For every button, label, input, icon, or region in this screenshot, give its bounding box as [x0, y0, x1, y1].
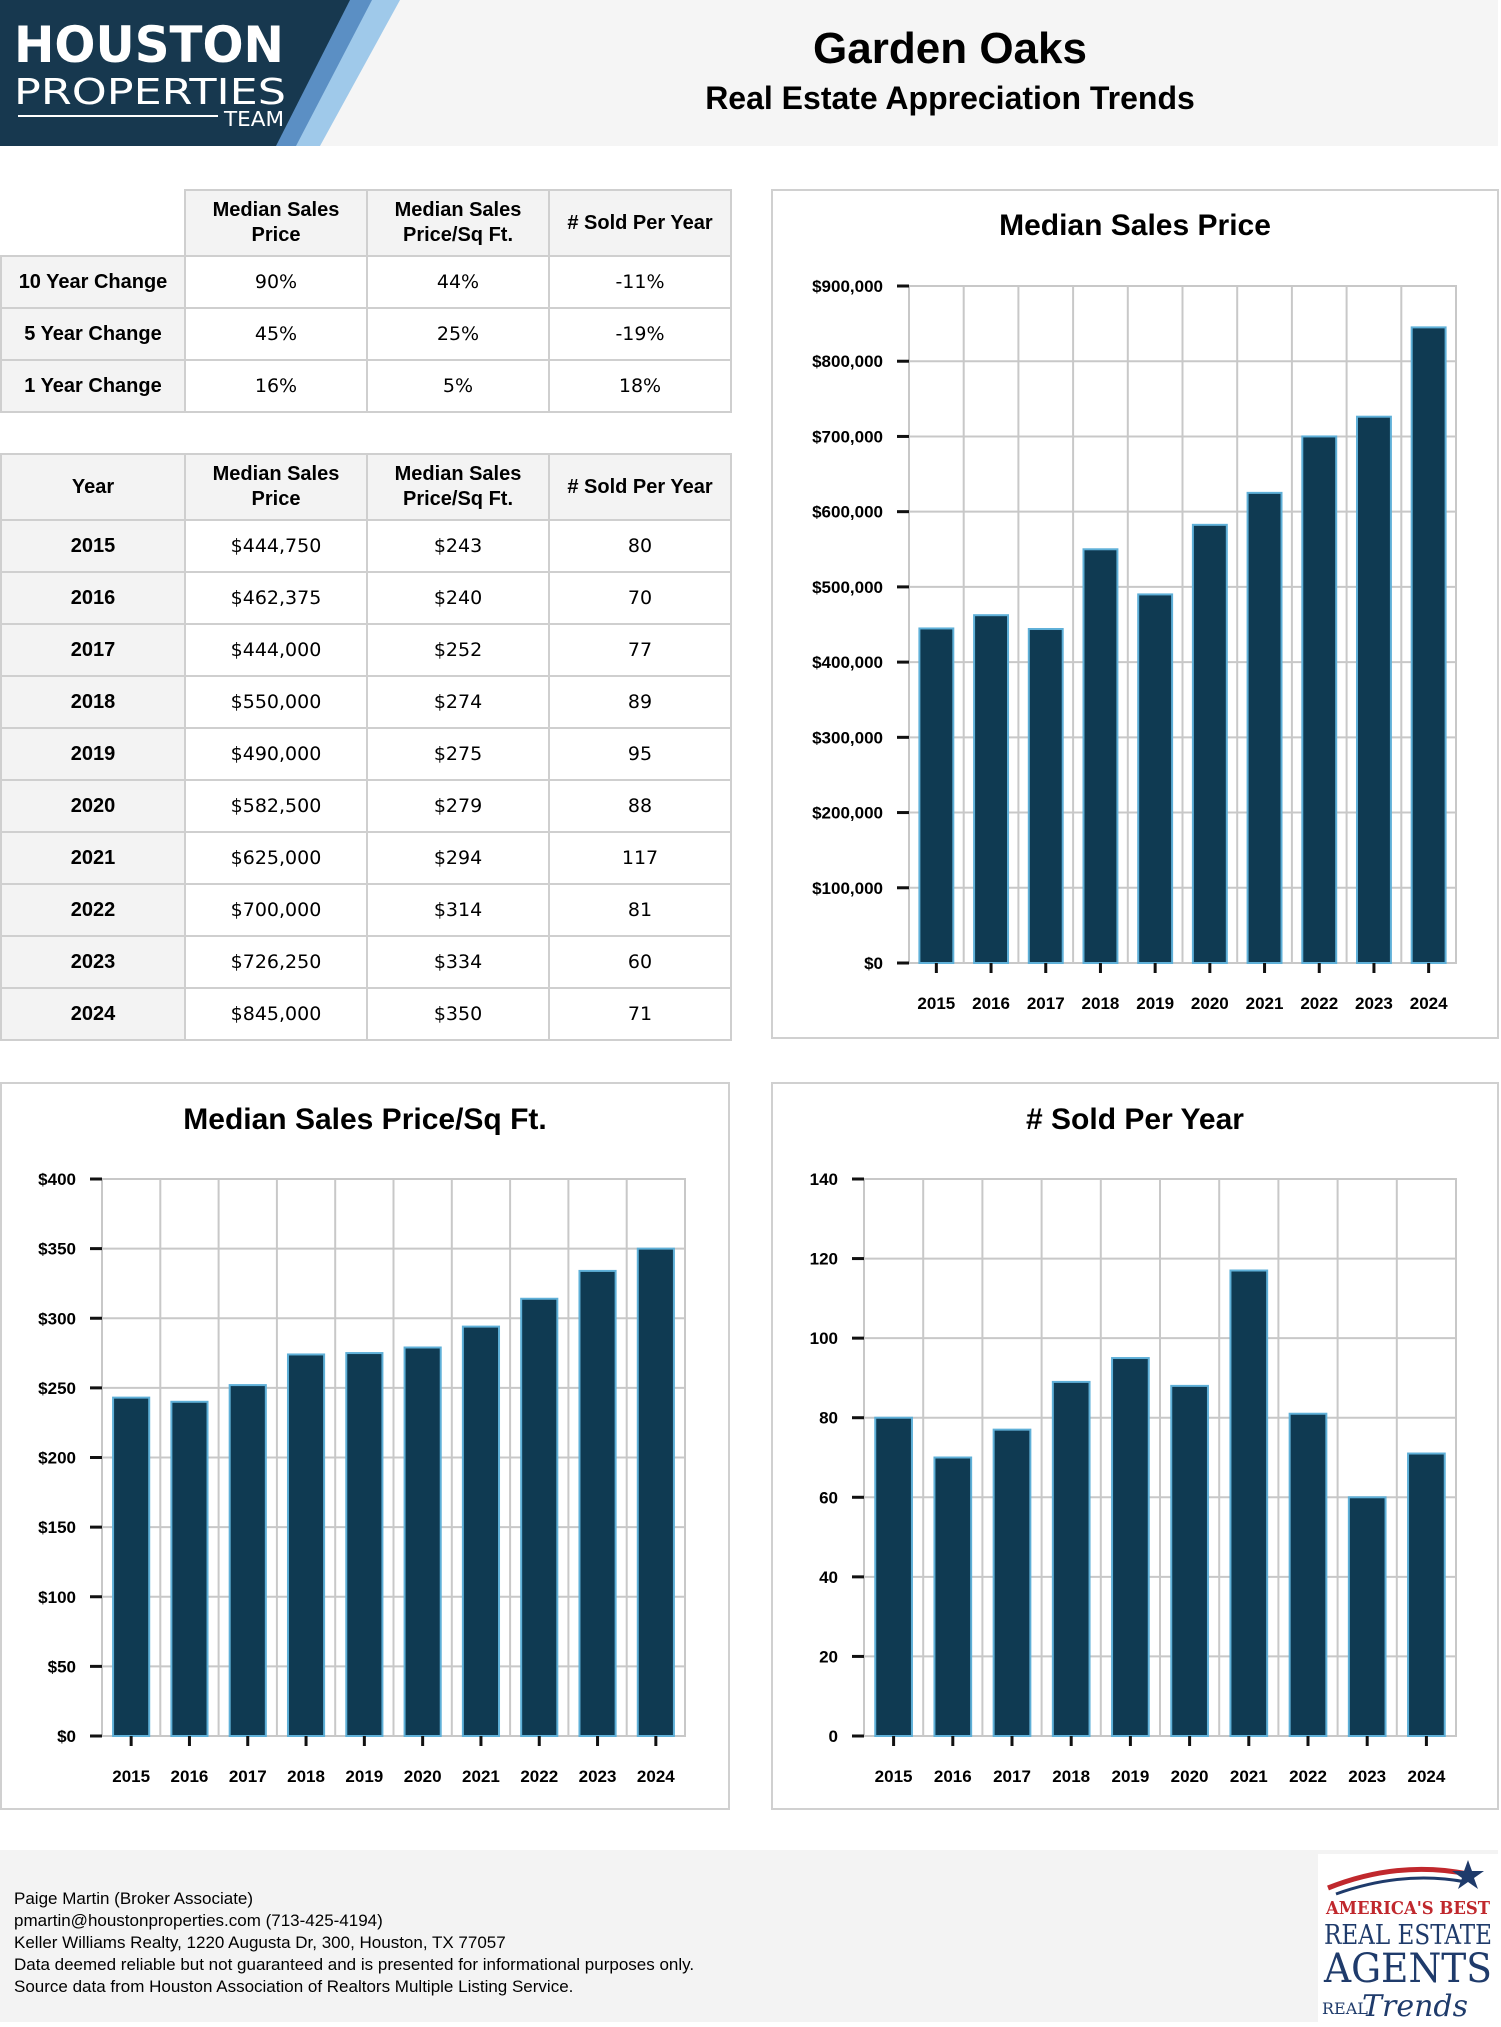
table-cell: -19%: [549, 308, 731, 360]
bar: [1053, 1382, 1090, 1736]
table-cell: 5%: [367, 360, 549, 412]
bar: [1357, 417, 1391, 963]
table-cell: 95: [549, 728, 731, 780]
footer-disclaimer: Data deemed reliable but not guaranteed and is presented for informational purposes only.: [14, 1955, 695, 1974]
table-cell: $334: [367, 936, 549, 988]
x-tick-label: 2018: [287, 1767, 325, 1786]
bar: [638, 1249, 674, 1736]
x-tick-label: 2024: [1409, 994, 1448, 1013]
table-cell: $279: [367, 780, 549, 832]
badge-line1: AMERICA'S BEST: [1325, 1898, 1491, 1919]
y-tick-label: $300: [38, 1309, 76, 1329]
sold-per-year-chart: [771, 1082, 1499, 1810]
bar: [1302, 436, 1336, 963]
table-cell: 80: [549, 520, 731, 572]
x-tick-label: 2022: [1289, 1767, 1327, 1786]
y-tick-label: $300,000: [812, 728, 883, 748]
table-row: [1, 832, 731, 884]
x-tick-label: 2019: [1111, 1767, 1150, 1786]
badge-line5: Trends: [1362, 1989, 1469, 2024]
table-cell: 45%: [185, 308, 367, 360]
x-tick-label: 2021: [1229, 1767, 1268, 1786]
chart-title: Median Sales Price: [999, 209, 1271, 242]
houston-properties-logo: [0, 0, 410, 146]
y-tick-label: 80: [819, 1408, 838, 1428]
change-table: [0, 189, 732, 413]
change-table-header-sqft: Median Sales Price/Sq Ft.: [367, 190, 549, 256]
bar: [405, 1347, 441, 1736]
x-tick-label: 2017: [1026, 994, 1065, 1013]
year-table: [0, 453, 732, 1041]
chart-title: # Sold Per Year: [1026, 1103, 1244, 1136]
table-cell: $444,750: [185, 520, 367, 572]
row-label: 10 Year Change: [1, 256, 185, 308]
table-cell: $275: [367, 728, 549, 780]
y-tick-label: $0: [57, 1727, 76, 1746]
x-tick-label: 2021: [462, 1767, 500, 1786]
table-row: [1, 676, 731, 728]
x-tick-label: 2016: [933, 1767, 972, 1786]
table-row: [1, 572, 731, 624]
x-tick-label: 2021: [1245, 994, 1284, 1013]
x-tick-label: 2018: [1052, 1767, 1091, 1786]
x-tick-label: 2023: [578, 1767, 617, 1786]
bar: [171, 1402, 207, 1736]
y-tick-label: $350: [38, 1239, 76, 1259]
x-tick-label: 2015: [874, 1767, 913, 1786]
row-label: 2023: [1, 936, 185, 988]
table-cell: $582,500: [185, 780, 367, 832]
table-cell: 70: [549, 572, 731, 624]
median-sales-price-sqft-plot: [2, 1084, 732, 1812]
table-cell: $274: [367, 676, 549, 728]
bar: [974, 615, 1008, 963]
bar: [113, 1398, 149, 1736]
x-tick-label: 2019: [345, 1767, 384, 1786]
row-label: 2022: [1, 884, 185, 936]
table-row: [1, 520, 731, 572]
row-label: 2018: [1, 676, 185, 728]
table-cell: -11%: [549, 256, 731, 308]
table-cell: $350: [367, 988, 549, 1040]
logo-line2: PROPERTIES: [14, 72, 286, 113]
bar: [934, 1458, 971, 1737]
table-cell: $314: [367, 884, 549, 936]
bar: [1408, 1454, 1445, 1736]
bar: [1171, 1386, 1208, 1736]
row-label: 5 Year Change: [1, 308, 185, 360]
header: [0, 0, 1498, 146]
footer-source: Source data from Houston Association of Realtors Multiple Listing Service.: [14, 1977, 574, 1996]
y-tick-label: $100,000: [812, 878, 883, 898]
bar: [521, 1299, 557, 1736]
y-tick-label: 140: [809, 1170, 838, 1189]
table-row: [1, 884, 731, 936]
y-tick-label: 120: [809, 1249, 838, 1269]
row-label: 1 Year Change: [1, 360, 185, 412]
bar: [1412, 327, 1446, 963]
x-tick-label: 2020: [403, 1767, 442, 1786]
x-tick-label: 2023: [1355, 994, 1393, 1013]
americas-best-agents-badge: [1318, 1854, 1498, 2022]
footer: [0, 1850, 1498, 2022]
row-label: 2021: [1, 832, 185, 884]
x-tick-label: 2022: [520, 1767, 559, 1786]
x-tick-label: 2017: [228, 1767, 267, 1786]
bar: [1230, 1271, 1267, 1736]
table-cell: 89: [549, 676, 731, 728]
x-tick-label: 2019: [1136, 994, 1175, 1013]
change-row: [1, 256, 731, 308]
footer-contact: pmartin@houstonproperties.com (713-425-4194): [14, 1911, 383, 1930]
table-row: [1, 780, 731, 832]
y-tick-label: 0: [828, 1727, 838, 1746]
row-label: 2016: [1, 572, 185, 624]
x-tick-label: 2016: [170, 1767, 209, 1786]
bar: [1083, 549, 1117, 963]
x-tick-label: 2016: [972, 994, 1010, 1013]
y-tick-label: $400: [38, 1170, 76, 1189]
y-tick-label: 20: [819, 1647, 838, 1667]
table-cell: $252: [367, 624, 549, 676]
table-cell: 77: [549, 624, 731, 676]
table-cell: $726,250: [185, 936, 367, 988]
bar: [1349, 1497, 1386, 1736]
bar: [1112, 1358, 1149, 1736]
bar: [1248, 493, 1282, 963]
badge-line3: AGENTS: [1323, 1946, 1492, 1992]
y-tick-label: $50: [47, 1657, 76, 1677]
y-tick-label: $0: [864, 954, 883, 973]
y-tick-label: $500,000: [812, 577, 883, 597]
y-tick-label: $700,000: [812, 427, 883, 447]
change-table-header-price: Median Sales Price: [185, 190, 367, 256]
bar: [463, 1327, 499, 1736]
y-tick-label: $100: [38, 1587, 76, 1607]
bar: [1138, 594, 1172, 963]
sold-per-year-plot: [773, 1084, 1501, 1812]
bar: [579, 1271, 615, 1736]
bar: [1290, 1414, 1327, 1736]
logo-line1: HOUSTON: [14, 16, 284, 74]
table-cell: 60: [549, 936, 731, 988]
change-table-corner: [1, 190, 185, 256]
table-row: [1, 988, 731, 1040]
table-cell: 117: [549, 832, 731, 884]
y-tick-label: $250: [38, 1378, 76, 1398]
row-label: 2015: [1, 520, 185, 572]
page-title: Garden Oaks: [813, 24, 1087, 73]
table-cell: $625,000: [185, 832, 367, 884]
table-cell: 71: [549, 988, 731, 1040]
table-cell: $700,000: [185, 884, 367, 936]
year-table-header-price: Median Sales Price: [185, 454, 367, 520]
median-sales-price-plot: [773, 191, 1501, 1041]
change-table-header-sold: # Sold Per Year: [549, 190, 731, 256]
bar: [994, 1430, 1031, 1736]
table-cell: $243: [367, 520, 549, 572]
table-cell: 88: [549, 780, 731, 832]
x-tick-label: 2015: [917, 994, 956, 1013]
bar: [1029, 629, 1063, 963]
y-tick-label: 100: [809, 1329, 838, 1349]
y-tick-label: 60: [819, 1488, 838, 1508]
row-label: 2019: [1, 728, 185, 780]
bar: [1193, 525, 1227, 963]
x-tick-label: 2022: [1300, 994, 1339, 1013]
median-sales-price-sqft-chart: [0, 1082, 730, 1810]
page-subtitle: Real Estate Appreciation Trends: [705, 80, 1195, 116]
table-cell: 18%: [549, 360, 731, 412]
footer-address: Keller Williams Realty, 1220 Augusta Dr, 300, Houston, TX 77057: [14, 1933, 506, 1952]
median-sales-price-chart: [771, 189, 1499, 1039]
table-cell: $294: [367, 832, 549, 884]
x-tick-label: 2020: [1190, 994, 1229, 1013]
row-label: 2024: [1, 988, 185, 1040]
row-label: 2017: [1, 624, 185, 676]
x-tick-label: 2018: [1081, 994, 1120, 1013]
x-tick-label: 2023: [1348, 1767, 1387, 1786]
bar: [919, 628, 953, 963]
table-cell: $444,000: [185, 624, 367, 676]
x-tick-label: 2015: [112, 1767, 151, 1786]
table-cell: $240: [367, 572, 549, 624]
x-tick-label: 2024: [636, 1767, 675, 1786]
y-tick-label: $200: [38, 1448, 76, 1468]
table-cell: 16%: [185, 360, 367, 412]
table-row: [1, 624, 731, 676]
table-cell: $462,375: [185, 572, 367, 624]
y-tick-label: 40: [819, 1567, 838, 1587]
table-cell: $490,000: [185, 728, 367, 780]
table-cell: 25%: [367, 308, 549, 360]
table-cell: 81: [549, 884, 731, 936]
y-tick-label: $800,000: [812, 352, 883, 372]
table-cell: 44%: [367, 256, 549, 308]
table-cell: $845,000: [185, 988, 367, 1040]
chart-title: Median Sales Price/Sq Ft.: [183, 1103, 547, 1136]
change-row: [1, 360, 731, 412]
year-table-header-sqft: Median Sales Price/Sq Ft.: [367, 454, 549, 520]
y-tick-label: $200,000: [812, 803, 883, 823]
y-tick-label: $600,000: [812, 502, 883, 522]
bar: [875, 1418, 912, 1736]
change-row: [1, 308, 731, 360]
table-row: [1, 936, 731, 988]
x-tick-label: 2024: [1407, 1767, 1446, 1786]
y-tick-label: $400,000: [812, 653, 883, 673]
badge-line2: REAL ESTATE: [1324, 1920, 1492, 1951]
badge-line4: REAL: [1322, 1999, 1368, 2018]
table-cell: 90%: [185, 256, 367, 308]
y-tick-label: $150: [38, 1518, 76, 1538]
table-row: [1, 728, 731, 780]
logo-line3: TEAM: [222, 107, 284, 131]
table-cell: $550,000: [185, 676, 367, 728]
bar: [230, 1385, 266, 1736]
bar: [288, 1354, 324, 1736]
footer-agent-name: Paige Martin (Broker Associate): [14, 1889, 254, 1908]
badge-logo: [1318, 1854, 1498, 2022]
x-tick-label: 2017: [993, 1767, 1031, 1786]
year-table-header-year: Year: [1, 454, 185, 520]
bar: [346, 1353, 382, 1736]
row-label: 2020: [1, 780, 185, 832]
y-tick-label: $900,000: [812, 277, 883, 296]
year-table-header-sold: # Sold Per Year: [549, 454, 731, 520]
x-tick-label: 2020: [1170, 1767, 1209, 1786]
